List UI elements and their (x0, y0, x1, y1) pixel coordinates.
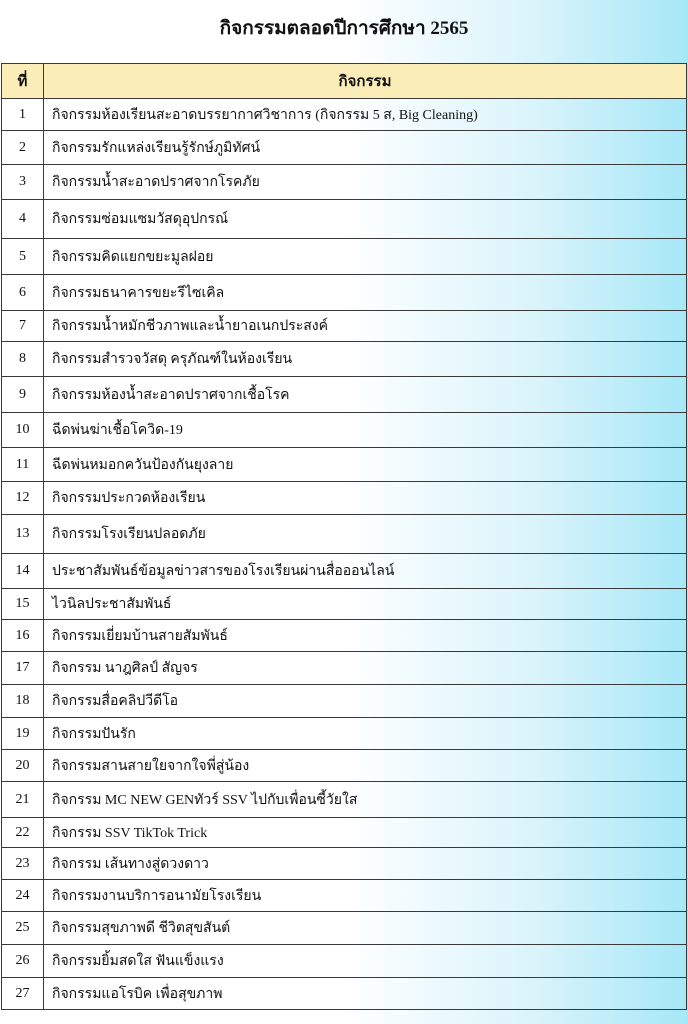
row-number: 5 (2, 239, 44, 275)
row-number: 26 (2, 945, 44, 978)
activities-table (1, 63, 687, 1010)
row-number: 13 (2, 515, 44, 554)
table-row (2, 880, 687, 912)
row-activity: กิจกรรมเยี่ยมบ้านสายสัมพันธ์ (44, 620, 687, 652)
row-activity: ฉีดพ่นหมอกควันป้องกันยุงลาย (44, 448, 687, 482)
table-row (2, 945, 687, 978)
row-number: 24 (2, 880, 44, 912)
row-activity: กิจกรรมโรงเรียนปลอดภัย (44, 515, 687, 554)
table-row (2, 912, 687, 945)
row-number: 6 (2, 275, 44, 311)
row-activity: กิจกรรมงานบริการอนามัยโรงเรียน (44, 880, 687, 912)
row-number: 20 (2, 750, 44, 782)
row-activity: กิจกรรมคิดแยกขยะมูลฝอย (44, 239, 687, 275)
row-activity: กิจกรรมสุขภาพดี ชีวิตสุขสันต์ (44, 912, 687, 945)
row-number: 3 (2, 165, 44, 200)
row-number: 23 (2, 848, 44, 880)
table-row (2, 685, 687, 718)
table-row (2, 515, 687, 554)
table-row (2, 589, 687, 620)
table-header (2, 64, 687, 99)
row-number: 15 (2, 589, 44, 620)
row-number: 19 (2, 718, 44, 750)
table-row (2, 99, 687, 131)
row-number: 9 (2, 377, 44, 413)
row-number: 17 (2, 652, 44, 685)
row-activity: กิจกรรมรักแหล่งเรียนรู้รักษ์ภูมิทัศน์ (44, 131, 687, 165)
table-row (2, 377, 687, 413)
row-activity: กิจกรรมน้ำสะอาดปราศจากโรคภัย (44, 165, 687, 200)
table-row (2, 718, 687, 750)
table-row (2, 782, 687, 818)
row-activity: กิจกรรมยิ้มสดใส ฟันแข็งแรง (44, 945, 687, 978)
table-row (2, 200, 687, 239)
row-activity: กิจกรรมสื่อคลิปวีดีโอ (44, 685, 687, 718)
table-row (2, 342, 687, 377)
row-number: 25 (2, 912, 44, 945)
header-activity: กิจกรรม (44, 64, 687, 99)
row-activity: ประชาสัมพันธ์ข้อมูลข่าวสารของโรงเรียนผ่านสื่อออนไลน์ (44, 554, 687, 589)
row-number: 4 (2, 200, 44, 239)
row-activity: กิจกรรมประกวดห้องเรียน (44, 482, 687, 515)
table-row (2, 620, 687, 652)
table-row (2, 848, 687, 880)
table-row (2, 239, 687, 275)
table-row (2, 165, 687, 200)
row-activity: กิจกรรมห้องเรียนสะอาดบรรยากาศวิชาการ (กิจกรรม 5 ส, Big Cleaning) (44, 99, 687, 131)
row-number: 10 (2, 413, 44, 448)
row-number: 12 (2, 482, 44, 515)
row-number: 27 (2, 978, 44, 1010)
row-number: 7 (2, 311, 44, 342)
table-row (2, 413, 687, 448)
row-number: 8 (2, 342, 44, 377)
row-activity: กิจกรรมซ่อมแซมวัสดุอุปกรณ์ (44, 200, 687, 239)
header-no: ที่ (2, 64, 44, 99)
table-row (2, 448, 687, 482)
table-body (2, 99, 687, 1010)
row-activity: ไวนิลประชาสัมพันธ์ (44, 589, 687, 620)
row-number: 2 (2, 131, 44, 165)
row-number: 11 (2, 448, 44, 482)
row-activity: กิจกรรม เส้นทางสู่ดวงดาว (44, 848, 687, 880)
table-row (2, 818, 687, 848)
table-row (2, 750, 687, 782)
table-header-row (2, 64, 687, 99)
row-activity: กิจกรรม SSV TikTok Trick (44, 818, 687, 848)
row-activity: กิจกรรม MC NEW GENทัวร์ SSV ไปกับเพื่อนซี้วัยใส (44, 782, 687, 818)
table-row (2, 311, 687, 342)
row-activity: กิจกรรมน้ำหมักชีวภาพและน้ำยาอเนกประสงค์ (44, 311, 687, 342)
row-number: 21 (2, 782, 44, 818)
table-row (2, 275, 687, 311)
table-row (2, 554, 687, 589)
table-row (2, 652, 687, 685)
row-activity: กิจกรรมห้องน้ำสะอาดปราศจากเชื้อโรค (44, 377, 687, 413)
row-activity: กิจกรรมสำรวจวัสดุ ครุภัณฑ์ในห้องเรียน (44, 342, 687, 377)
row-activity: กิจกรรมธนาคารขยะรีไซเคิล (44, 275, 687, 311)
row-activity: กิจกรรมสานสายใยจากใจพี่สู่น้อง (44, 750, 687, 782)
row-number: 14 (2, 554, 44, 589)
row-activity: กิจกรรมปันรัก (44, 718, 687, 750)
table-row (2, 978, 687, 1010)
row-number: 22 (2, 818, 44, 848)
row-activity: กิจกรรมแอโรบิค เพื่อสุขภาพ (44, 978, 687, 1010)
row-number: 18 (2, 685, 44, 718)
row-number: 1 (2, 99, 44, 131)
row-activity: กิจกรรม นาฎศิลป์ สัญจร (44, 652, 687, 685)
row-activity: ฉีดพ่นฆ่าเชื้อโควิด-19 (44, 413, 687, 448)
table-row (2, 131, 687, 165)
row-number: 16 (2, 620, 44, 652)
page-title: กิจกรรมตลอดปีการศึกษา 2565 (219, 18, 469, 39)
table-row (2, 482, 687, 515)
